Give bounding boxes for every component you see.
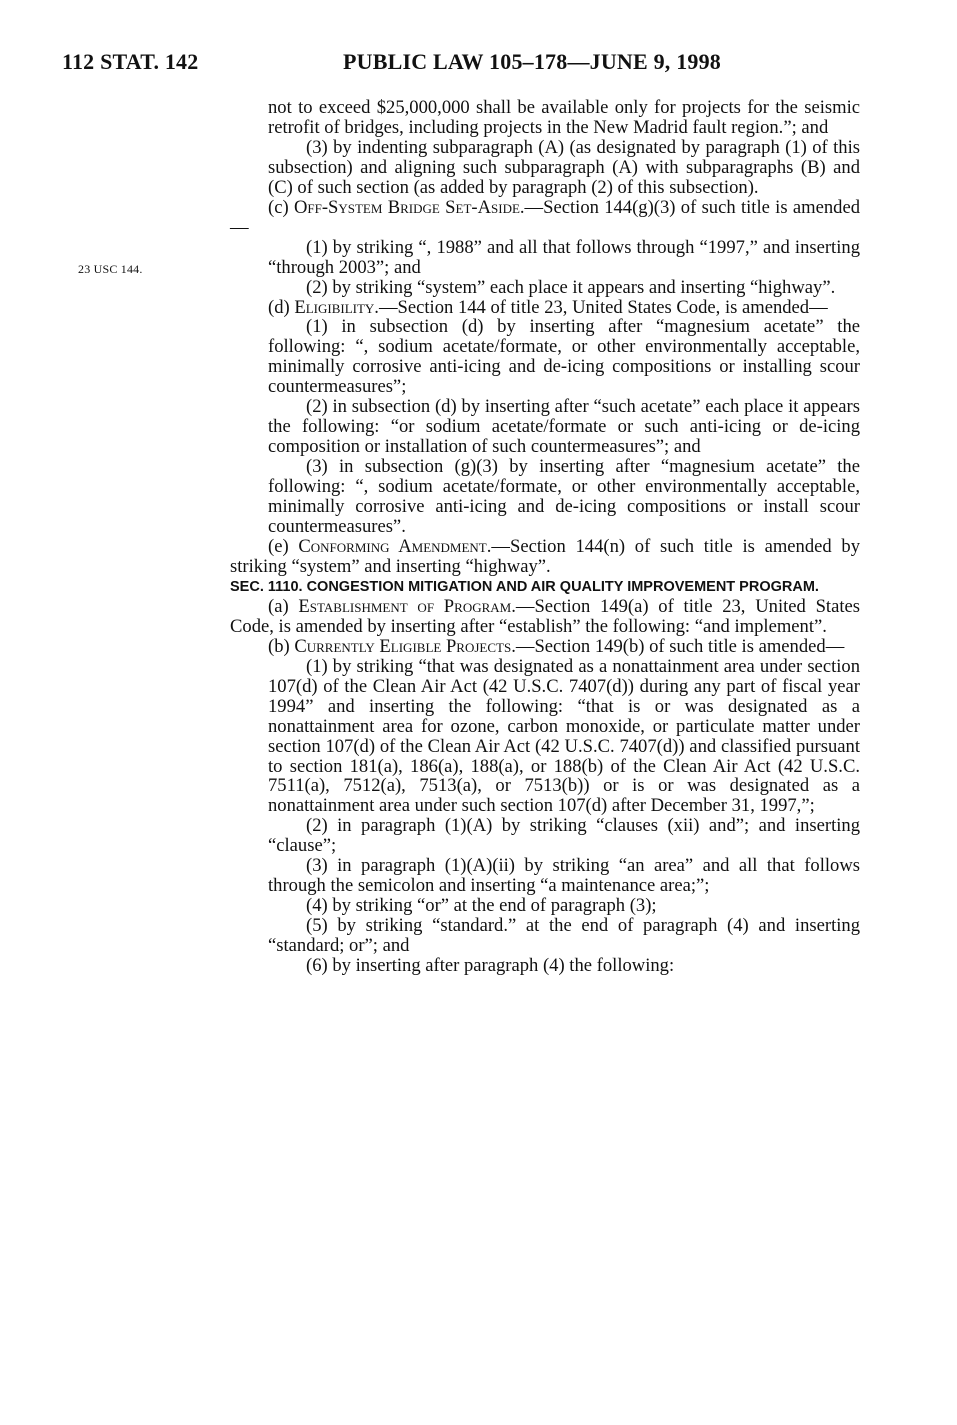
section-b-item-1: (1) by striking “that was designated as a nonattainment area under section 107(d) of the Clean Air Act (42 U.S.C. 7407(d)) during any part of fiscal year 1994” and inserting the following: “that is or was designated as a nonattainment area for ozone, carbon monoxide, or particulate matter under section 107(d) of the Clean Air Act (42 U.S.C. 7407(d)) and classified pursuant to section 181(a), 186(a), 188(a), or 188(b) of the Clean Air Act (42 U.S.C. 7511(a), 7512(a), 7513(a), or 7513(b)) or is or was designated as a nonattainment area under such section 107(d) after December 31, 1997,”; (268, 655, 860, 817)
section-subsection-b (230, 637, 860, 657)
section-subsection-b-label: (b) (268, 635, 295, 657)
subsection-c-item-1: (1) by striking “, 1988” and all that follows through “1997,” and inserting “through 2003”; and (268, 236, 860, 278)
subsection-e-heading: Conforming Amendment. (298, 535, 492, 557)
subsection-d-item-1: (1) in subsection (d) by inserting after “magnesium acetate” the following: “, sodium acetate/formate, or other environmentally acceptable, minimally corrosive anti-icing and de-icing compositions or installing scour countermeasures”; (268, 316, 860, 398)
subsection-d-label: (d) (268, 296, 295, 318)
section-subsection-a-label: (a) (268, 595, 299, 617)
subsection-d-item-2: (2) in subsection (d) by inserting after “such acetate” each place it appears the following: “or sodium acetate/formate or such anti-icing or de-icing composition or installation of such countermeasures”; and (268, 396, 860, 458)
running-head: PUBLIC LAW 105–178—JUNE 9, 1998 (343, 49, 721, 74)
section-b-item-4: (4) by striking “or” at the end of paragraph (3); (306, 895, 657, 917)
section-subsection-a-heading: Establishment of Program. (298, 595, 516, 617)
page-header (62, 49, 897, 85)
section-subsection-b-text: —Section 149(b) of such title is amended— (515, 635, 845, 657)
section-subsection-a (230, 597, 860, 637)
subsection-c-label: (c) (268, 196, 294, 218)
section-b-item-5: (5) by striking “standard.” at the end of paragraph (4) and inserting “standard; or”; and (268, 915, 860, 957)
margin-citation: 23 USC 144. (78, 262, 143, 276)
subsection-e-text: —Section 144(n) of such title is amended by striking “system” and inserting “highway”. (230, 535, 860, 577)
subsection-c-text: —Section 144(g)(3) of such title is amended— (230, 196, 860, 238)
subsection-c-heading: Off-System Bridge Set-Aside. (293, 196, 525, 218)
section-b-item-2: (2) in paragraph (1)(A) by striking “clauses (xii) and”; and inserting “clause”; (268, 815, 860, 857)
section-b-item-3: (3) in paragraph (1)(A)(ii) by striking “an area” and all that follows through the semicolon and inserting “a maintenance area;”; (268, 855, 860, 897)
subsection-d-text: —Section 144 of title 23, United States Code, is amended— (378, 296, 828, 318)
paragraph-item-3: (3) by indenting subparagraph (A) (as designated by paragraph (1) of this subsection) and aligning such subparagraph (A) with subparagraphs (B) and (C) of such section (as added by paragraph (2) of this subsection). (268, 136, 860, 198)
folio: 112 STAT. 142 (62, 49, 199, 74)
section-subsection-a-text: —Section 149(a) of title 23, United States Code, is amended by inserting after “establish” the following: “and implement”. (230, 595, 861, 637)
subsection-e-label: (e) (268, 535, 299, 557)
section-b-item-6: (6) by inserting after paragraph (4) the following: (306, 955, 675, 977)
subsection-d-item-3: (3) in subsection (g)(3) by inserting after “magnesium acetate” the following: “, sodium acetate/formate, or other environmentally acceptable, minimally corrosive anti-icing and de-icing compositions or install scour countermeasures”. (268, 456, 860, 538)
subsection-d (230, 298, 860, 318)
subsection-c (230, 198, 860, 238)
paragraph-continuation: not to exceed $25,000,000 shall be available only for projects for the seismic retrofit of bridges, including projects in the New Madrid fault region.”; and (268, 97, 860, 138)
subsection-d-heading: Eligibility. (294, 296, 379, 318)
subsection-e (230, 537, 860, 577)
section-subsection-b-heading: Currently Eligible Projects. (294, 635, 516, 657)
section-heading: SEC. 1110. CONGESTION MITIGATION AND AIR QUALITY IMPROVEMENT PROGRAM. (230, 578, 819, 595)
subsection-c-item-2: (2) by striking “system” each place it appears and inserting “highway”. (306, 276, 836, 298)
page-body (230, 98, 860, 976)
